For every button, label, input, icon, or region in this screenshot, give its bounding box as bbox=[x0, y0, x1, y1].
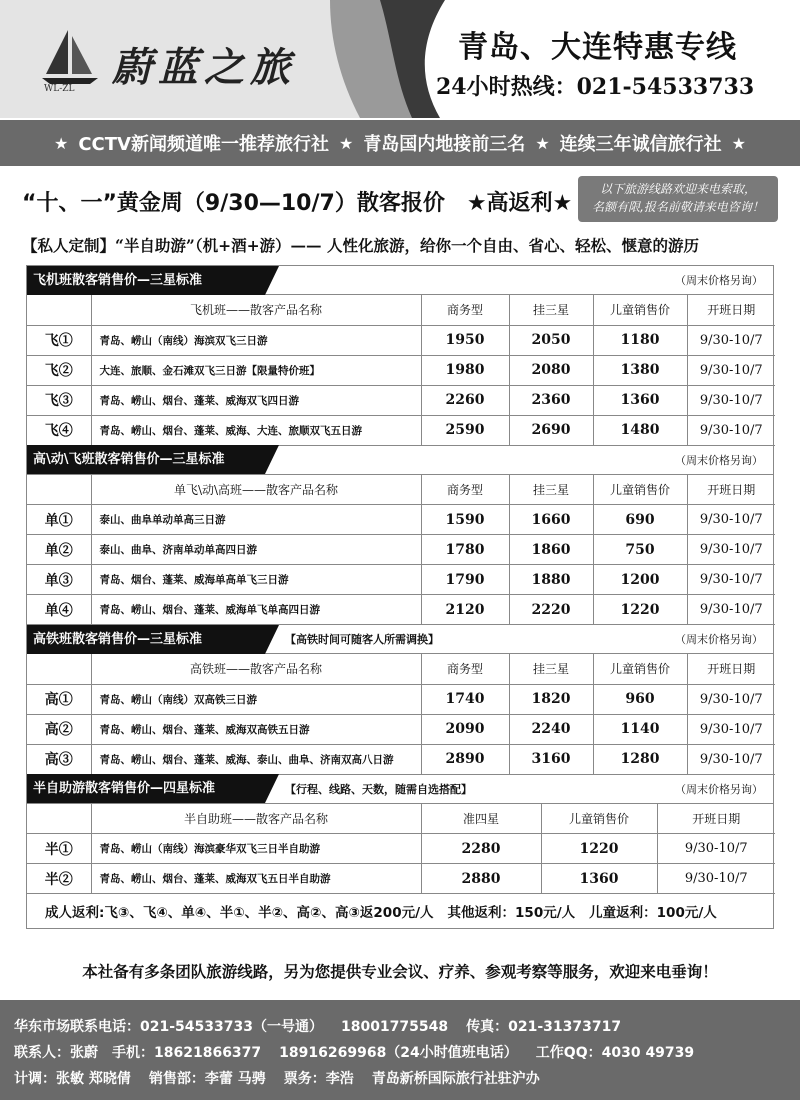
column-header: 准四星 bbox=[421, 804, 541, 834]
depart-date: 9/30-10/7 bbox=[657, 834, 775, 864]
sailboat-logo-icon bbox=[40, 26, 100, 88]
price-business: 1780 bbox=[421, 535, 509, 565]
services-note: 本社备有多条团队旅游线路，另为您提供专业会议、疗养、参观考察等服务，欢迎来电垂询！ bbox=[82, 962, 718, 981]
section-label: 飞机班散客销售价—三星标准 bbox=[27, 266, 265, 295]
price-child: 1140 bbox=[593, 714, 687, 744]
route-name: 青岛、崂山（南线）双高铁三日游 bbox=[91, 684, 421, 714]
honor-banner bbox=[0, 120, 800, 166]
section-note: 【高铁时间可随客人所需调换】 bbox=[285, 633, 439, 646]
contact-person: 联系人：张蔚 手机：18621866377 bbox=[14, 1045, 262, 1061]
contact-fax: 传真：021-31373717 bbox=[466, 1019, 622, 1035]
route-code: 单② bbox=[27, 535, 91, 565]
route-name: 青岛、崂山、烟台、蓬莱、威海、大连、旅顺双飞五日游 bbox=[91, 415, 421, 445]
table-row bbox=[27, 535, 775, 565]
price-3star: 3160 bbox=[509, 744, 593, 774]
brand-name: 蔚蓝之旅 bbox=[112, 44, 296, 91]
table-row bbox=[27, 744, 775, 774]
section-label: 半自助游散客销售价—四星标准 bbox=[27, 774, 265, 803]
route-code: 飞① bbox=[27, 325, 91, 355]
contact-phone: 华东市场联系电话：021-54533733（一号通） bbox=[14, 1019, 323, 1035]
footer-row bbox=[14, 1066, 800, 1092]
table-row bbox=[27, 595, 775, 625]
depart-date: 9/30-10/7 bbox=[687, 714, 775, 744]
table-row bbox=[27, 684, 775, 714]
price-3star: 1820 bbox=[509, 684, 593, 714]
route-code: 飞④ bbox=[27, 415, 91, 445]
column-header: 挂三星 bbox=[509, 295, 593, 325]
page-title: 青岛、大连特惠专线 bbox=[458, 30, 737, 65]
column-header: 儿童销售价 bbox=[541, 804, 657, 834]
price-business: 1790 bbox=[421, 565, 509, 595]
column-header: 开班日期 bbox=[657, 804, 775, 834]
table-header-row bbox=[27, 475, 775, 505]
office-name: 青岛新桥国际旅行社驻沪办 bbox=[371, 1071, 540, 1087]
price-3star: 2080 bbox=[509, 355, 593, 385]
column-header: 商务型 bbox=[421, 475, 509, 505]
price-3star: 1860 bbox=[509, 535, 593, 565]
column-header: 商务型 bbox=[421, 654, 509, 684]
price-table bbox=[27, 475, 775, 626]
price-4star: 2880 bbox=[421, 864, 541, 894]
price-child: 690 bbox=[593, 505, 687, 535]
rebate-line bbox=[27, 894, 773, 928]
section-label: 高\动\飞班散客销售价—三星标准 bbox=[27, 445, 265, 474]
price-child: 1280 bbox=[593, 744, 687, 774]
header bbox=[0, 0, 800, 118]
route-name: 青岛、崂山、烟台、蓬莱、威海双飞四日游 bbox=[91, 385, 421, 415]
route-name: 青岛、崂山、烟台、蓬莱、威海双飞五日半自助游 bbox=[91, 864, 421, 894]
section-header bbox=[27, 775, 773, 804]
depart-date: 9/30-10/7 bbox=[687, 565, 775, 595]
depart-date: 9/30-10/7 bbox=[687, 385, 775, 415]
price-business: 1980 bbox=[421, 355, 509, 385]
semi-table bbox=[27, 804, 775, 895]
table-row bbox=[27, 505, 775, 535]
note-line: 以下旅游线路欢迎来电索取， bbox=[599, 182, 756, 196]
route-name: 泰山、曲阜单动单高三日游 bbox=[91, 505, 421, 535]
table-row bbox=[27, 355, 775, 385]
route-name: 泰山、曲阜、济南单动单高四日游 bbox=[91, 535, 421, 565]
star-icon: ★ bbox=[338, 133, 354, 153]
route-code: 高③ bbox=[27, 744, 91, 774]
column-header: 儿童销售价 bbox=[593, 295, 687, 325]
price-3star: 2360 bbox=[509, 385, 593, 415]
route-name: 青岛、崂山（南线）海滨双飞三日游 bbox=[91, 325, 421, 355]
price-3star: 1880 bbox=[509, 565, 593, 595]
route-name: 青岛、烟台、蓬莱、威海单高单飞三日游 bbox=[91, 565, 421, 595]
column-header: 半自助班——散客产品名称 bbox=[91, 804, 421, 834]
footer-row bbox=[14, 1040, 800, 1066]
price-child: 1200 bbox=[593, 565, 687, 595]
section-header bbox=[27, 625, 773, 654]
price-business: 2090 bbox=[421, 714, 509, 744]
depart-date: 9/30-10/7 bbox=[687, 684, 775, 714]
price-child: 1220 bbox=[593, 595, 687, 625]
column-header: 高铁班——散客产品名称 bbox=[91, 654, 421, 684]
price-business: 2590 bbox=[421, 415, 509, 445]
column-header: 开班日期 bbox=[687, 295, 775, 325]
price-business: 1950 bbox=[421, 325, 509, 355]
section-header bbox=[27, 446, 773, 475]
staff-planning: 计调：张敏 郑晓倩 bbox=[14, 1071, 131, 1087]
table-header-row bbox=[27, 654, 775, 684]
depart-date: 9/30-10/7 bbox=[657, 864, 775, 894]
price-business: 2260 bbox=[421, 385, 509, 415]
contact-mobile: 18001775548 bbox=[340, 1019, 449, 1035]
route-code: 半① bbox=[27, 834, 91, 864]
route-name: 青岛、崂山、烟台、蓬莱、威海单飞单高四日游 bbox=[91, 595, 421, 625]
banner-item: 青岛国内地接前三名 bbox=[363, 134, 526, 155]
price-3star: 1660 bbox=[509, 505, 593, 535]
depart-date: 9/30-10/7 bbox=[687, 744, 775, 774]
star-icon: ★ bbox=[731, 133, 746, 153]
price-business: 1740 bbox=[421, 684, 509, 714]
column-header: 儿童销售价 bbox=[593, 654, 687, 684]
table-row bbox=[27, 565, 775, 595]
column-header: 飞机班——散客产品名称 bbox=[91, 295, 421, 325]
price-child: 1360 bbox=[541, 864, 657, 894]
depart-date: 9/30-10/7 bbox=[687, 355, 775, 385]
section-header bbox=[27, 266, 773, 295]
table-header-row bbox=[27, 295, 775, 325]
route-code: 飞② bbox=[27, 355, 91, 385]
table-row bbox=[27, 864, 775, 894]
price-3star: 2690 bbox=[509, 415, 593, 445]
depart-date: 9/30-10/7 bbox=[687, 415, 775, 445]
price-child: 1180 bbox=[593, 325, 687, 355]
child-rebate: 儿童返利：100元/人 bbox=[589, 905, 717, 921]
price-business: 1590 bbox=[421, 505, 509, 535]
price-child: 1220 bbox=[541, 834, 657, 864]
adult-rebate: 成人返利:飞③、飞④、单④、半①、半②、高②、高③返200元/人 bbox=[45, 905, 434, 921]
inquiry-note bbox=[578, 176, 778, 222]
staff-ticketing: 票务：李浩 bbox=[283, 1071, 354, 1087]
column-header: 挂三星 bbox=[509, 475, 593, 505]
route-code: 高② bbox=[27, 714, 91, 744]
price-3star: 2050 bbox=[509, 325, 593, 355]
table-row bbox=[27, 834, 775, 864]
staff-sales: 销售部：李蕾 马骋 bbox=[148, 1071, 266, 1087]
route-name: 青岛、崂山、烟台、蓬莱、威海、泰山、曲阜、济南双高八日游 bbox=[91, 744, 421, 774]
star-icon: ★ bbox=[53, 133, 69, 153]
tagline: 【私人定制】“半自助游”（机+酒+游）—— 人性化旅游，给你一个自由、省心、轻松、惬意的游历 bbox=[22, 236, 699, 255]
route-code: 飞③ bbox=[27, 385, 91, 415]
column-header: 商务型 bbox=[421, 295, 509, 325]
footer-row bbox=[14, 1014, 800, 1040]
route-code: 单④ bbox=[27, 595, 91, 625]
price-child: 1480 bbox=[593, 415, 687, 445]
column-header: 挂三星 bbox=[509, 654, 593, 684]
weekend-note: （周末价格另询） bbox=[675, 633, 763, 646]
weekend-note: （周末价格另询） bbox=[675, 782, 763, 796]
work-qq: 工作QQ：4030 49739 bbox=[535, 1045, 695, 1061]
column-header: 开班日期 bbox=[687, 475, 775, 505]
route-code: 单③ bbox=[27, 565, 91, 595]
table-row bbox=[27, 415, 775, 445]
route-name: 青岛、崂山、烟台、蓬莱、威海双高铁五日游 bbox=[91, 714, 421, 744]
price-child: 1380 bbox=[593, 355, 687, 385]
depart-date: 9/30-10/7 bbox=[687, 535, 775, 565]
price-child: 960 bbox=[593, 684, 687, 714]
price-table bbox=[27, 295, 775, 446]
table-row bbox=[27, 385, 775, 415]
column-header: 单飞\动\高班——散客产品名称 bbox=[91, 475, 421, 505]
contact-footer bbox=[0, 1000, 800, 1100]
weekend-note: （周末价格另询） bbox=[675, 453, 763, 467]
table-row bbox=[27, 714, 775, 744]
price-child: 1360 bbox=[593, 385, 687, 415]
column-header: 开班日期 bbox=[687, 654, 775, 684]
section-note: 【行程、线路、天数，随需自选搭配】 bbox=[285, 782, 472, 796]
price-3star: 2220 bbox=[509, 595, 593, 625]
price-business: 2120 bbox=[421, 595, 509, 625]
column-header: 儿童销售价 bbox=[593, 475, 687, 505]
banner-item: 连续三年诚信旅行社 bbox=[559, 134, 722, 155]
depart-date: 9/30-10/7 bbox=[687, 325, 775, 355]
price-child: 750 bbox=[593, 535, 687, 565]
weekend-note: （周末价格另询） bbox=[675, 274, 763, 287]
note-line: 名额有限,报名前敬请来电咨询！ bbox=[592, 200, 764, 214]
hotline: 24小时热线：021-54533733 bbox=[436, 74, 755, 100]
section-label: 高铁班散客销售价—三星标准 bbox=[27, 625, 265, 654]
price-table bbox=[27, 654, 775, 775]
route-name: 青岛、崂山（南线）海滨豪华双飞三日半自助游 bbox=[91, 834, 421, 864]
route-code: 单① bbox=[27, 505, 91, 535]
logo-subtext: WL-ZL bbox=[44, 84, 75, 94]
route-code: 高① bbox=[27, 684, 91, 714]
star-icon: ★ bbox=[535, 133, 550, 153]
price-business: 2890 bbox=[421, 744, 509, 774]
banner-item: CCTV新闻频道唯一推荐旅行社 bbox=[78, 134, 329, 155]
route-code: 半② bbox=[27, 864, 91, 894]
price-3star: 2240 bbox=[509, 714, 593, 744]
table-row bbox=[27, 325, 775, 355]
table-header-row bbox=[27, 804, 775, 834]
duty-phone: 18916269968（24小时值班电话） bbox=[279, 1045, 518, 1061]
price-4star: 2280 bbox=[421, 834, 541, 864]
depart-date: 9/30-10/7 bbox=[687, 595, 775, 625]
route-name: 大连、旅顺、金石滩双飞三日游【限量特价班】 bbox=[91, 355, 421, 385]
price-tables bbox=[26, 265, 774, 929]
depart-date: 9/30-10/7 bbox=[687, 505, 775, 535]
headline: “十、一”黄金周（9/30—10/7）散客报价 ★高返利★ bbox=[22, 191, 573, 216]
other-rebate: 其他返利：150元/人 bbox=[447, 905, 576, 921]
